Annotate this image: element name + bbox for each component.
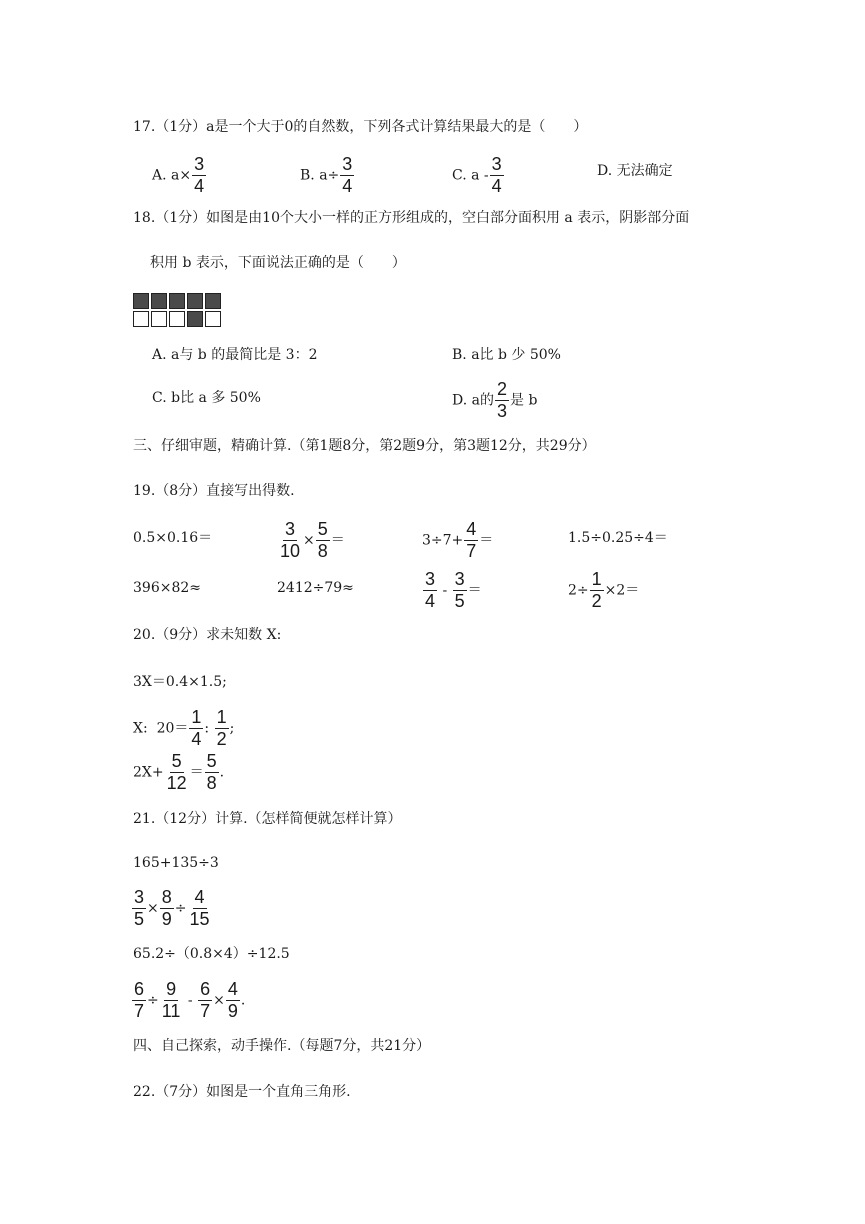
fraction: $\frac{4}{9}$ bbox=[227, 979, 238, 1021]
expr-suffix: . bbox=[240, 992, 246, 1009]
section3-heading: 三、仔细审题，精确计算.（第1题8分，第2题9分，第3题12分，共29分） bbox=[133, 438, 596, 454]
shaded-square bbox=[187, 293, 203, 309]
q18-square-figure bbox=[133, 293, 223, 329]
fraction: $\frac{8}{9}$ bbox=[161, 887, 172, 929]
q19-r2c1: 396×82≈ bbox=[133, 580, 201, 596]
q17-option-b bbox=[300, 155, 355, 196]
q18-stem-line2: 积用 b 表示，下面说法正确的是（ ） bbox=[150, 255, 406, 271]
q17-option-b-prefix: B. a÷ bbox=[300, 167, 340, 184]
operator: ÷ bbox=[174, 900, 187, 917]
operator: × bbox=[147, 900, 159, 917]
q20-stem: 20.（9分）求未知数 X: bbox=[133, 627, 282, 643]
q18-option-b: B. a比 b 少 50% bbox=[452, 347, 561, 363]
q20-equation-1: 3X＝0.4×1.5; bbox=[133, 674, 227, 690]
q18-option-d-prefix: D. a的 bbox=[452, 392, 494, 409]
fraction: $\frac{3}{5}$ bbox=[134, 887, 145, 929]
section4-heading: 四、自己探索，动手操作.（每题7分，共21分） bbox=[133, 1038, 431, 1054]
q19-r2c4 bbox=[568, 570, 639, 611]
q21-expr-4 bbox=[131, 980, 245, 1021]
q17-option-a bbox=[152, 155, 207, 196]
fraction: $\frac{1}{2}$ bbox=[216, 707, 227, 749]
expr-suffix: ; bbox=[229, 720, 235, 737]
fraction: $\frac{5}{12}$ bbox=[166, 751, 187, 793]
q22-stem: 22.（7分）如图是一个直角三角形. bbox=[133, 1084, 351, 1100]
expr-prefix: 2÷ bbox=[568, 582, 589, 599]
q21-expr-1: 165+135÷3 bbox=[133, 855, 219, 871]
equals: ＝ bbox=[479, 532, 494, 549]
fraction: $\frac{3}{4}$ bbox=[194, 154, 205, 196]
shaded-square bbox=[151, 293, 167, 309]
shaded-square bbox=[187, 311, 203, 327]
expr-prefix: 2X+ bbox=[133, 764, 164, 781]
q17-stem: 17.（1分）a是一个大于0的自然数，下列各式计算结果最大的是（ ） bbox=[133, 119, 588, 135]
shaded-square bbox=[169, 293, 185, 309]
q18-stem-line1: 18.（1分）如图是由10个大小一样的正方形组成的，空白部分面积用 a 表示，阴影部分面 bbox=[133, 210, 690, 226]
q18-option-d-suffix: 是 b bbox=[510, 392, 538, 409]
q19-stem: 19.（8分）直接写出得数. bbox=[133, 483, 295, 499]
fraction: $\frac{4}{15}$ bbox=[189, 887, 210, 929]
blank-square bbox=[169, 311, 185, 327]
operator: × bbox=[303, 532, 315, 549]
blank-square bbox=[133, 311, 149, 327]
fraction: $\frac{9}{11}$ bbox=[161, 979, 181, 1021]
fraction: $\frac{4}{7}$ bbox=[466, 519, 477, 561]
q19-r2c3 bbox=[422, 570, 482, 611]
q19-r1c2 bbox=[277, 520, 345, 561]
blank-square bbox=[151, 311, 167, 327]
fraction: $\frac{3}{4}$ bbox=[425, 569, 436, 611]
fraction: $\frac{1}{4}$ bbox=[191, 707, 202, 749]
equals: ＝ bbox=[330, 532, 345, 549]
fraction: $\frac{1}{2}$ bbox=[591, 569, 602, 611]
q18-option-a: A. a与 b 的最简比是 3：2 bbox=[152, 347, 318, 363]
operator: × bbox=[213, 992, 225, 1009]
q19-r2c2: 2412÷79≈ bbox=[277, 580, 354, 596]
operator: - bbox=[438, 582, 452, 599]
fraction: $\frac{3}{5}$ bbox=[454, 569, 465, 611]
shaded-square bbox=[205, 293, 221, 309]
blank-square bbox=[205, 311, 221, 327]
q21-expr-3: 65.2÷（0.8×4）÷12.5 bbox=[133, 946, 290, 962]
ratio-colon: : bbox=[204, 720, 210, 737]
q21-expr-2 bbox=[131, 888, 213, 929]
q18-option-c: C. b比 a 多 50% bbox=[152, 390, 261, 406]
operator: ÷ bbox=[147, 992, 159, 1009]
q17-option-c bbox=[452, 155, 505, 196]
q19-r1c1: 0.5×0.16＝ bbox=[133, 530, 213, 546]
fraction: $\frac{3}{4}$ bbox=[491, 154, 502, 196]
q18-option-d bbox=[452, 380, 537, 421]
fraction: $\frac{2}{3}$ bbox=[496, 379, 507, 421]
q20-equation-2 bbox=[133, 708, 234, 749]
q20-equation-3 bbox=[133, 752, 224, 793]
q17-option-d: D. 无法确定 bbox=[597, 163, 673, 179]
fraction: $\frac{3}{4}$ bbox=[342, 154, 353, 196]
shaded-square bbox=[133, 293, 149, 309]
q17-option-a-prefix: A. a× bbox=[152, 167, 192, 184]
expr-prefix: 3÷7+ bbox=[422, 532, 464, 549]
expr-suffix: ×2＝ bbox=[604, 582, 640, 599]
fraction: $\frac{6}{7}$ bbox=[200, 979, 211, 1021]
fraction: $\frac{6}{7}$ bbox=[134, 979, 145, 1021]
q21-stem: 21.（12分）计算.（怎样简便就怎样计算） bbox=[133, 811, 402, 827]
expr-suffix: . bbox=[219, 764, 225, 781]
equals: ＝ bbox=[467, 582, 482, 599]
equals: ＝ bbox=[189, 764, 204, 781]
q19-r1c4: 1.5÷0.25÷4＝ bbox=[568, 530, 668, 546]
fraction: $\frac{3}{10}$ bbox=[280, 519, 301, 561]
q19-r1c3 bbox=[422, 520, 493, 561]
fraction: $\frac{5}{8}$ bbox=[317, 519, 328, 561]
operator: - bbox=[183, 992, 198, 1009]
fraction: $\frac{5}{8}$ bbox=[206, 751, 217, 793]
expr-prefix: X: 20＝ bbox=[133, 720, 189, 737]
q17-option-c-prefix: C. a - bbox=[452, 167, 489, 184]
